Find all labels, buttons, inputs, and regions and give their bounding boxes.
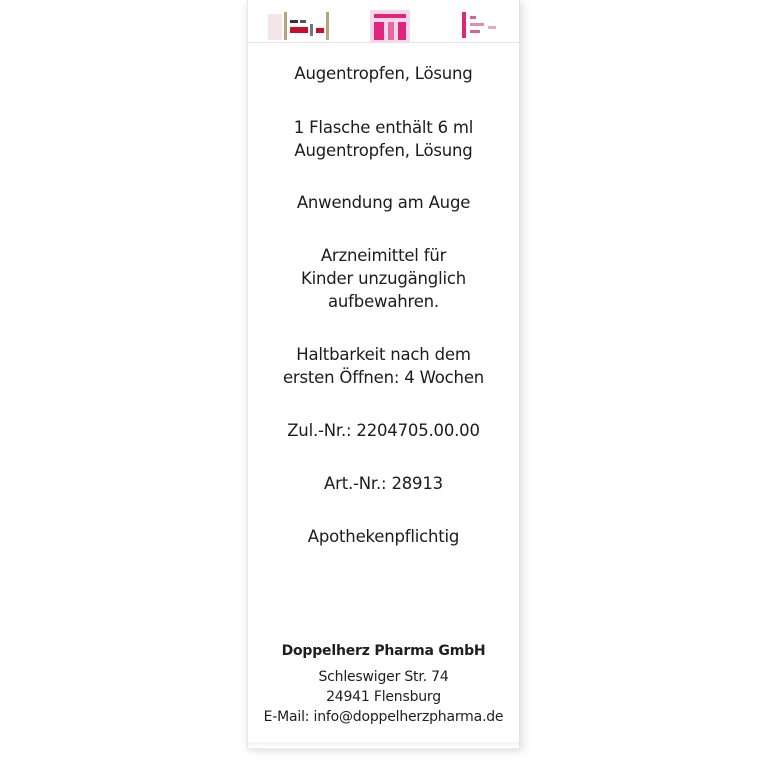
article-number: Art.-Nr.: 28913 bbox=[324, 474, 443, 493]
address-city: 24941 Flensburg bbox=[326, 689, 441, 705]
content-quantity-line-2: Augentropfen, Lösung bbox=[294, 141, 473, 160]
print-fragment-left bbox=[262, 10, 332, 40]
shelf-life-line-1: Haltbarkeit nach dem bbox=[296, 345, 471, 364]
company-name: Doppelherz Pharma GmbH bbox=[281, 643, 486, 659]
pharmacy-only-text: Apothekenpflichtig bbox=[307, 527, 460, 546]
safety-warning-line-1: Arzneimittel für bbox=[320, 246, 447, 265]
box-bottom-edge bbox=[248, 742, 519, 748]
print-fragment-middle bbox=[370, 10, 410, 42]
address-street: Schleswiger Str. 74 bbox=[318, 669, 449, 685]
content-quantity-line-1: 1 Flasche enthält 6 ml bbox=[293, 118, 474, 137]
contact-email: E-Mail: info@doppelherzpharma.de bbox=[263, 709, 504, 725]
print-fragment-right bbox=[458, 10, 508, 40]
medicine-box-side-panel bbox=[247, 0, 520, 749]
safety-warning-line-2: Kinder unzugänglich bbox=[301, 269, 466, 288]
application-text: Anwendung am Auge bbox=[296, 193, 471, 212]
dosage-form-text: Augentropfen, Lösung bbox=[294, 64, 473, 83]
registration-number: Zul.-Nr.: 2204705.00.00 bbox=[287, 421, 480, 440]
safety-warning-line-3: aufbewahren. bbox=[328, 292, 439, 311]
shelf-life-line-2: ersten Öffnen: 4 Wochen bbox=[282, 368, 485, 387]
box-top-print-strip bbox=[248, 0, 519, 43]
